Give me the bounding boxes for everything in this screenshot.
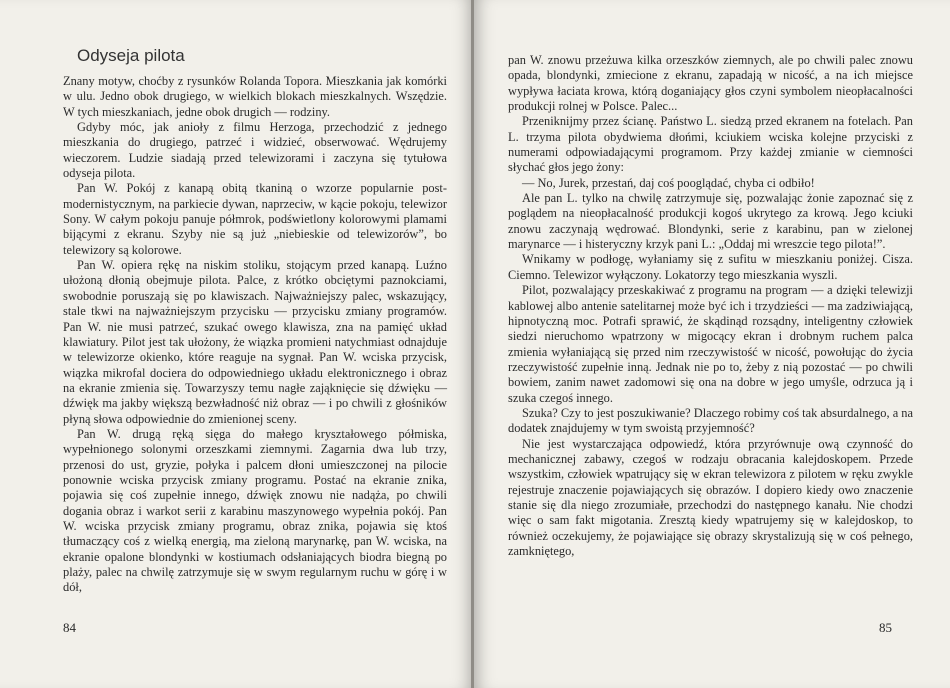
paragraph: Pan W. opiera rękę na niskim stoliku, stojącym przed kanapą. Luźno ułożoną dłonią obejmuje pilota. Palce, z krótko obciętymi paznokciami, swobodnie poruszają się po klawiszach. Najważniejszy palec, wskazujący, stale tkwi na najważniejszym przycisku — przycisku zmiany programów. Pan W. nie musi patrzeć, szukać owego klawisza, zna na pamięć układ klawiatury. Pilot jest tak ułożony, że wiązka promieni natychmiast odnajduje w telewizorze okienko, które reaguje na sygnał. Pan W. wciska przycisk, wiązka mikrofal dociera do odpowiedniego układu elektronicznego i obraz na ekranie zmienia się. Towarzyszy temu nagłe zająknięcie się dźwięku — dźwięk ma jakby większą bezwładność niż obraz — i po chwili z głośników płyną słowa odpowiednie do zmienionej sceny. bbox=[63, 258, 447, 426]
right-page-column bbox=[508, 53, 913, 559]
chapter-title: Odyseja pilota bbox=[77, 46, 185, 65]
paragraph: Nie jest wystarczająca odpowiedź, która przyrównuje ową czynność do mechanicznej zabawy, czegoś w rodzaju obracania kalejdoskopem. Przede wszystkim, człowiek wpatrujący się w ekran telewizora z pilotem w ręku zwykle rejestruje znaczenie pojawiających się obrazów. I dopiero kiedy owo znaczenie stanie się dla niego zrozumiałe, przechodzi do następnego kanału. Nie chodzi więc o sam fakt migotania. Zresztą kiedy wpatrujemy się w kalejdoskop, to również oczekujemy, że pojawiające się obrazy skrystalizują się w coś pełnego, zamkniętego, bbox=[508, 436, 913, 558]
right-page-text bbox=[508, 53, 913, 559]
paragraph: Pan W. drugą ręką sięga do małego kryształowego półmiska, wypełnionego solonymi orzeszkami ziemnymi. Zagarnia dwa lub trzy, przenosi do ust, gryzie, połyka i palcem dłoni umieszczonej na pilocie ponownie wciska przycisk zmiany programu. Postać na ekranie znika, pojawia się coś zupełnie innego, dźwięk znowu nie nadąża, po chwili dogania obraz i warkot serii z karabinu maszynowego wypełnia pokój. Pan W. wciska przycisk zmiany programu, obraz znika, pojawia się ktoś tłumaczący coś z wielką energią, ma zieloną marynarkę, pan W. wciska, na ekranie opalone blondynki w kostiumach odsłaniających biodra biegną po plaży, palec na chwilę zatrzymuje się w swym regularnym ruchu w górę i w dół, bbox=[63, 426, 447, 595]
page-number-right: 85 bbox=[879, 620, 892, 635]
left-page-text bbox=[63, 74, 447, 596]
paragraph: Gdyby móc, jak anioły z filmu Herzoga, przechodzić z jednego mieszkania do drugiego, patrzeć i widzieć, obserwować. Wędrujemy wieczorem. Ludzie siadają przed telewizorami i zaczyna się tytułowa odyseja pilota. bbox=[63, 120, 447, 181]
paragraph: pan W. znowu przeżuwa kilka orzeszków ziemnych, ale po chwili palec znowu opada, blondynki, zmiecione z ekranu, zapadają w nicość, a na ich miejsce wypływa łaciata krowa, którą doganiający głos czyni symbolem nieopłacalności produkcji rolnej w Polsce. Palec... bbox=[508, 53, 913, 114]
left-page-column bbox=[63, 46, 447, 596]
paragraph: Znany motyw, choćby z rysunków Rolanda Topora. Mieszkania jak komórki w ulu. Jedno obok drugiego, w wielkich blokach mieszkalnych. Wszędzie. W tych mieszkaniach, jedne obok drugich — rodziny. bbox=[63, 74, 447, 119]
page-number-left: 84 bbox=[63, 620, 76, 635]
paragraph: — No, Jurek, przestań, daj coś pooglądać, chyba ci odbiło! bbox=[522, 175, 815, 190]
right-page bbox=[474, 0, 950, 688]
paragraph: Pilot, pozwalający przeskakiwać z programu na program — a dzięki telewizji kablowej albo antenie satelitarnej może być ich i trzydzieści — ma zadziwiającą, hipnotyczną moc. Potrafi sprawić, że skądinąd rozsądny, inteligentny człowiek siedzi nieruchomo wpatrzony w migocący ekran i drobnym ruchem palca zmienia wyłaniającą się przed nim rzeczywistość w nicość, powołując do życia rzeczywistość zupełnie inną. Jednak nie po to, żeby z nią pozostać — po chwili bowiem, zanim nawet zadomowi się ona na dobre w jego umyśle, odrzuca ją i szuka czegoś innego. bbox=[508, 283, 913, 405]
paragraph: Szuka? Czy to jest poszukiwanie? Dlaczego robimy coś tak absurdalnego, a na dodatek znajdujemy w tym swoistą przyjemność? bbox=[508, 405, 913, 436]
paragraph: Przeniknijmy przez ścianę. Państwo L. siedzą przed ekranem na fotelach. Pan L. trzyma pilota obydwiema dłońmi, kciukiem wciska kolejne przyciski z numerami odpowiadającymi programom. Przy każdej zmianie w ciemności słychać głos jego żony: bbox=[508, 114, 913, 175]
paragraph: Pan W. Pokój z kanapą obitą tkaniną o wzorze popularnie post-modernistycznym, na parkiecie dywan, naprzeciw, w kącie pokoju, telewizor Sony. W całym pokoju panuje półmrok, podświetlony kolorowymi plamami bijącymi z ekranu. Szyby nie są już „niebieskie od telewizorów”, bo telewizory są kolorowe. bbox=[63, 181, 447, 257]
paragraph: Wnikamy w podłogę, wyłaniamy się z sufitu w mieszkaniu poniżej. Cisza. Ciemno. Telewizor wyłączony. Lokatorzy tego mieszkania wyszli. bbox=[508, 252, 913, 282]
left-page bbox=[0, 0, 473, 688]
paragraph: Ale pan L. tylko na chwilę zatrzymuje się, pozwalając żonie zapoznać się z poglądem na nieopłacalność produkcji kogoś ukrytego za krową. Jego kciuki znowu zaczynają wędrować. Blondynki, serie z karabinu, pan w zielonej marynarce — i histeryczny krzyk pani L.: „Oddaj mi wreszcie tego pilota!”. bbox=[508, 191, 913, 252]
